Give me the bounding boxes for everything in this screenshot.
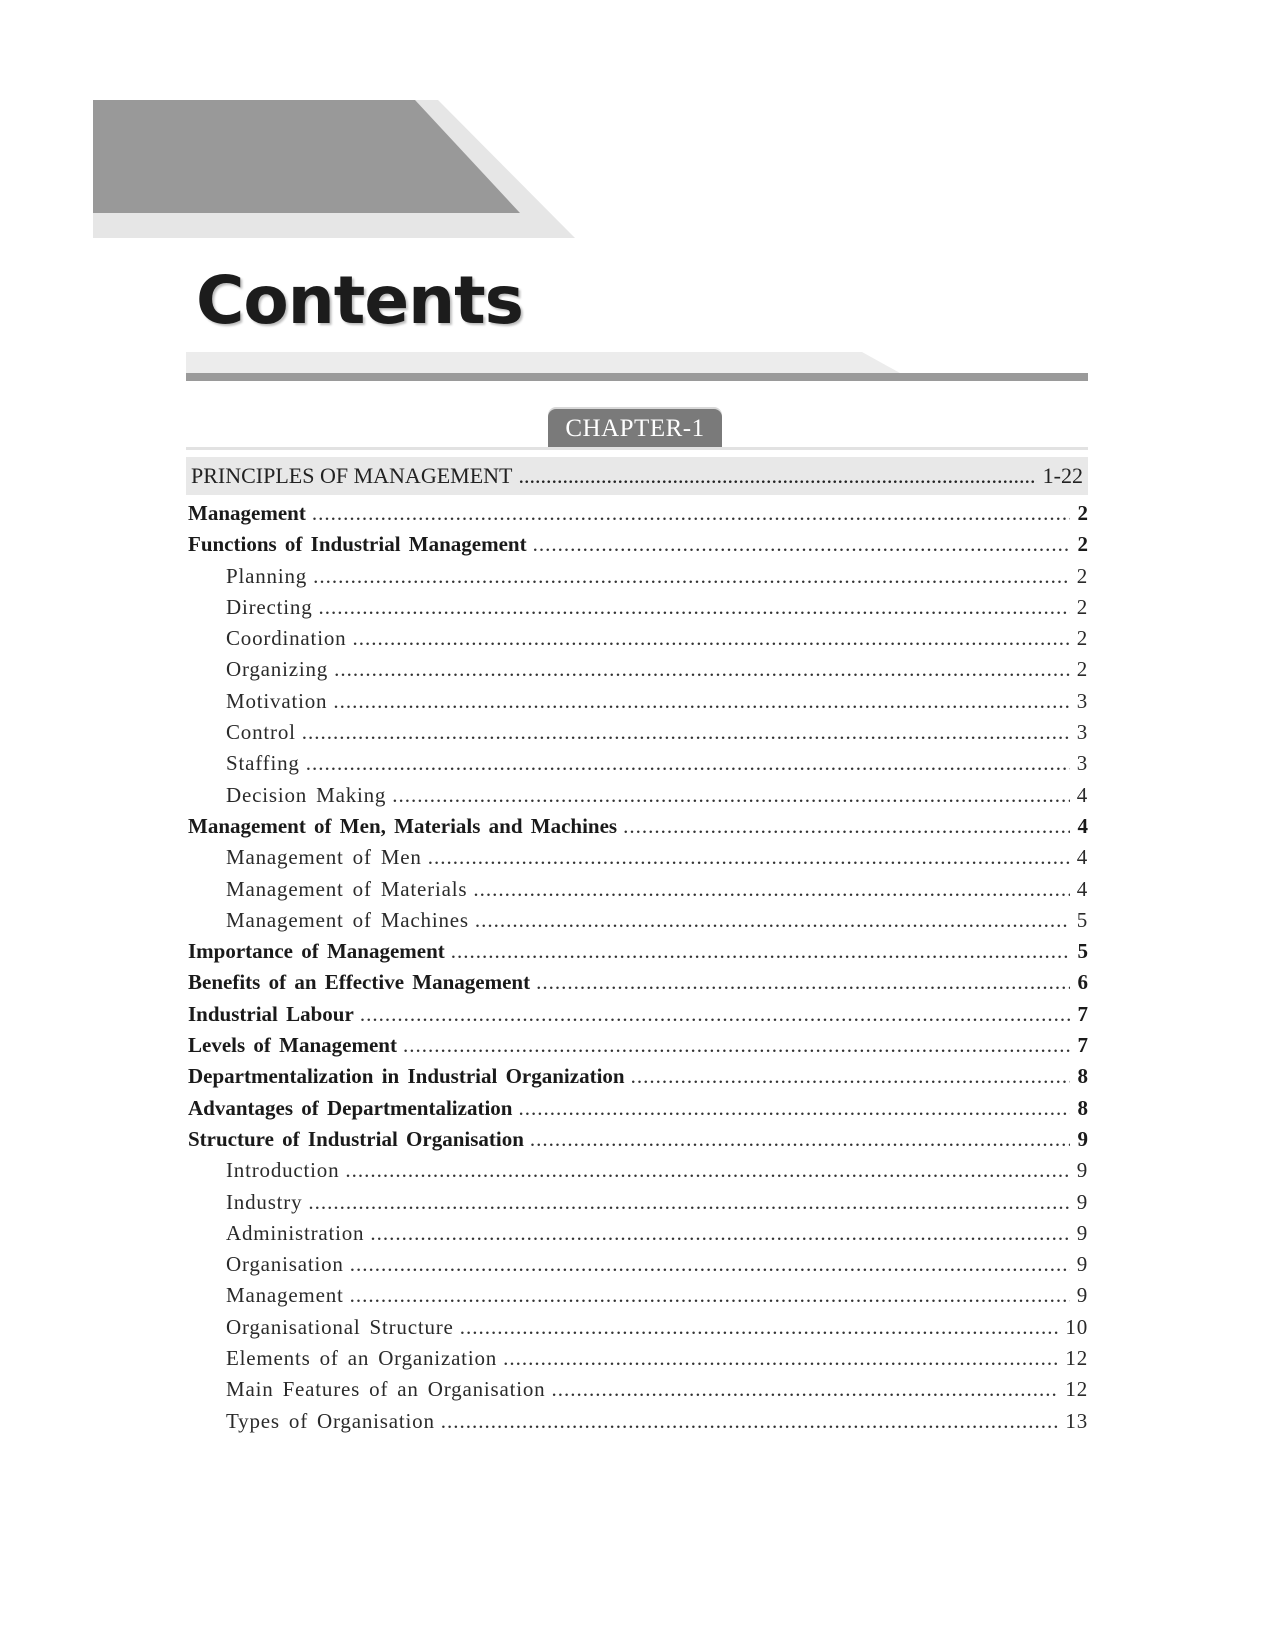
toc-entry-page: 4 (1076, 845, 1088, 870)
toc-subentry[interactable] (188, 845, 1088, 876)
toc-entry-label: Management of Materials (226, 876, 468, 901)
toc-entry-page: 3 (1076, 720, 1088, 745)
toc-entry-label: Coordination (226, 626, 347, 651)
toc-subentry[interactable] (188, 657, 1088, 688)
page-title: Contents (196, 262, 523, 339)
toc-entry-page: 2 (1077, 532, 1088, 557)
dot-leader (460, 1315, 1060, 1340)
toc-entry-label: Structure of Industrial Organisation (188, 1126, 524, 1151)
toc-entry-label: Industrial Labour (188, 1001, 354, 1026)
dot-leader (631, 1064, 1070, 1089)
toc-subentry[interactable] (188, 1409, 1088, 1440)
toc-entry-page: 3 (1076, 751, 1088, 776)
table-of-contents (188, 501, 1088, 1440)
toc-subentry[interactable] (188, 908, 1088, 939)
toc-subentry[interactable] (188, 1158, 1088, 1189)
toc-entry-label: Directing (226, 594, 313, 619)
toc-entry-page: 12 (1065, 1377, 1088, 1402)
dot-leader (306, 751, 1070, 776)
toc-entry[interactable] (188, 1002, 1088, 1033)
toc-subentry[interactable] (188, 783, 1088, 814)
toc-entry-label: Industry (226, 1189, 303, 1214)
toc-subentry[interactable] (188, 1346, 1088, 1377)
toc-entry-page: 2 (1076, 594, 1088, 619)
toc-entry-label: Types of Organisation (226, 1408, 435, 1433)
toc-entry-page: 3 (1076, 688, 1088, 713)
dot-leader (352, 626, 1070, 651)
toc-entry-page: 4 (1076, 782, 1088, 807)
toc-entry-label: Departmentalization in Industrial Organization (188, 1064, 625, 1089)
toc-entry-page: 5 (1076, 907, 1088, 932)
toc-subentry[interactable] (188, 626, 1088, 657)
dot-leader (308, 1190, 1070, 1215)
toc-entry[interactable] (188, 532, 1088, 563)
dot-leader (530, 1127, 1070, 1152)
toc-entry[interactable] (188, 1064, 1088, 1095)
dot-leader (333, 689, 1070, 714)
toc-subentry[interactable] (188, 1315, 1088, 1346)
toc-entry-page: 6 (1077, 970, 1088, 995)
toc-entry-label: Organizing (226, 657, 329, 682)
chapter-page-range: 1-22 (1042, 463, 1083, 488)
toc-entry-page: 9 (1076, 1283, 1088, 1308)
chapter-heading-row[interactable] (186, 457, 1088, 495)
toc-entry-label: Management of Machines (226, 907, 469, 932)
dot-leader (360, 1002, 1070, 1027)
dot-leader (350, 1283, 1070, 1308)
dot-leader (345, 1158, 1070, 1183)
toc-entry-label: Importance of Management (188, 939, 445, 964)
toc-entry-label: Motivation (226, 688, 328, 713)
toc-entry-label: Benefits of an Effective Management (188, 970, 531, 995)
dot-leader (319, 595, 1070, 620)
toc-subentry[interactable] (188, 877, 1088, 908)
toc-entry-page: 9 (1076, 1189, 1088, 1214)
toc-entry[interactable] (188, 939, 1088, 970)
toc-subentry[interactable] (188, 720, 1088, 751)
dot-leader (518, 463, 1036, 489)
dot-leader (441, 1409, 1060, 1434)
dot-leader (533, 532, 1070, 557)
dot-leader (313, 564, 1070, 589)
toc-entry-page: 13 (1065, 1408, 1088, 1433)
toc-entry-page: 8 (1077, 1095, 1088, 1120)
toc-entry-label: Administration (226, 1220, 365, 1245)
toc-entry-page: 4 (1077, 813, 1088, 838)
dot-leader (451, 939, 1070, 964)
toc-subentry[interactable] (188, 1221, 1088, 1252)
toc-entry-label: Management (226, 1283, 344, 1308)
dot-leader (551, 1377, 1059, 1402)
toc-entry-page: 2 (1076, 657, 1088, 682)
toc-entry[interactable] (188, 1096, 1088, 1127)
toc-subentry[interactable] (188, 751, 1088, 782)
toc-entry-label: Decision Making (226, 782, 387, 807)
dot-leader (623, 814, 1070, 839)
toc-subentry[interactable] (188, 1252, 1088, 1283)
toc-entry-page: 9 (1076, 1158, 1088, 1183)
toc-entry-label: Staffing (226, 751, 300, 776)
toc-entry-label: Main Features of an Organisation (226, 1377, 546, 1402)
toc-entry[interactable] (188, 1033, 1088, 1064)
toc-entry[interactable] (188, 1127, 1088, 1158)
toc-entry-label: Organisational Structure (226, 1314, 454, 1339)
dot-leader (475, 908, 1070, 933)
toc-entry-label: Levels of Management (188, 1033, 397, 1058)
toc-entry-page: 9 (1076, 1252, 1088, 1277)
toc-entry-page: 7 (1077, 1001, 1088, 1026)
toc-entry-page: 9 (1077, 1126, 1088, 1151)
dot-leader (536, 970, 1070, 995)
toc-entry-page: 10 (1065, 1314, 1088, 1339)
toc-entry-page: 5 (1077, 939, 1088, 964)
toc-entry-page: 8 (1077, 1064, 1088, 1089)
toc-entry-page: 2 (1076, 626, 1088, 651)
toc-entry[interactable] (188, 970, 1088, 1001)
chapter-divider (186, 447, 1088, 450)
toc-entry-label: Elements of an Organization (226, 1346, 498, 1371)
toc-entry-page: 9 (1076, 1220, 1088, 1245)
dot-leader (350, 1252, 1070, 1277)
toc-entry-page: 12 (1065, 1346, 1088, 1371)
dot-leader (518, 1096, 1070, 1121)
chapter-tab: CHAPTER-1 (548, 409, 722, 447)
toc-entry[interactable] (188, 814, 1088, 845)
dot-leader (503, 1346, 1059, 1371)
toc-subentry[interactable] (188, 1283, 1088, 1314)
toc-subentry[interactable] (188, 595, 1088, 626)
toc-entry-label: Management of Men, Materials and Machines (188, 813, 618, 838)
toc-entry-page: 2 (1077, 501, 1088, 525)
dot-leader (334, 657, 1070, 682)
toc-entry-page: 7 (1077, 1033, 1088, 1058)
toc-subentry[interactable] (188, 689, 1088, 720)
title-divider-graphic (0, 0, 1275, 400)
toc-entry-page: 4 (1076, 876, 1088, 901)
dot-leader (392, 783, 1070, 808)
toc-entry-page: 2 (1076, 563, 1088, 588)
toc-entry-label: Advantages of Departmentalization (188, 1095, 513, 1120)
dot-leader (428, 845, 1070, 870)
dot-leader (403, 1033, 1070, 1058)
dot-leader (370, 1221, 1070, 1246)
toc-subentry[interactable] (188, 1377, 1088, 1408)
toc-subentry[interactable] (188, 564, 1088, 595)
toc-entry-label: Functions of Industrial Management (188, 532, 527, 557)
toc-entry-label: Organisation (226, 1252, 344, 1277)
toc-entry-label: Control (226, 720, 296, 745)
toc-subentry[interactable] (188, 1190, 1088, 1221)
dot-leader (312, 501, 1070, 526)
toc-entry-label: Management (188, 501, 306, 525)
toc-entry-label: Introduction (226, 1158, 340, 1183)
dot-leader (302, 720, 1070, 745)
chapter-heading: PRINCIPLES OF MANAGEMENT (191, 463, 513, 488)
toc-entry-label: Planning (226, 563, 308, 588)
dot-leader (473, 877, 1070, 902)
toc-entry[interactable] (188, 501, 1088, 532)
toc-entry-label: Management of Men (226, 845, 422, 870)
